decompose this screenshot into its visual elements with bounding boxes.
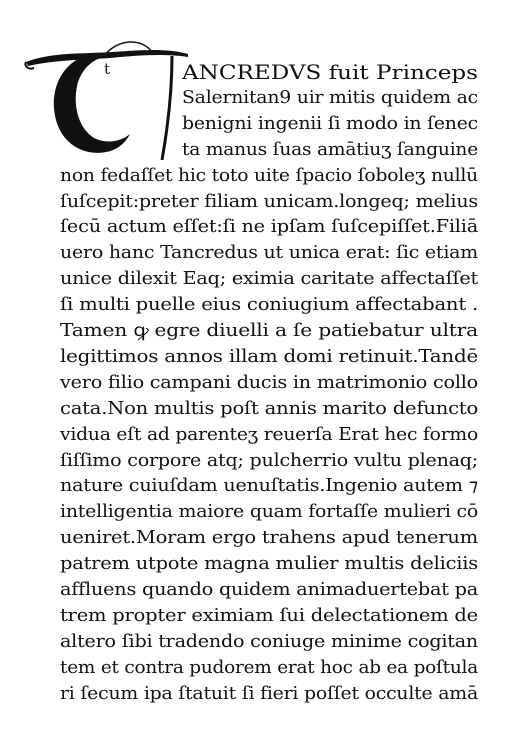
text-line: Salernitan9 uir mitis quidem ac — [182, 87, 478, 108]
text-line: ANCREDVS fuit Princeps — [182, 60, 478, 84]
text-line: vero filio campani ducis in matrimonio collo — [60, 372, 478, 393]
text-line: ſi multi puelle eius coniugium affectabant . — [60, 295, 479, 316]
text-line: cata.Non multis poſt annis marito defuncto — [60, 398, 478, 419]
text-line: altero ſibi tradendo coniuge minime cogitan — [60, 631, 478, 652]
text-line: Tamen ꝙ egre diuelli a ſe patiebatur ultra — [60, 321, 478, 341]
text-line: ueniret.Moram ergo trahens apud tenerum — [60, 528, 479, 549]
text-line: ſuſcepit:preter filiam unicam.longeq; melius — [60, 191, 478, 212]
text-line: legittimos annos illam domi retinuit.Tandē — [60, 346, 478, 367]
text-line: vidua eſt ad parenteʒ reuerſa Erat hec formo — [60, 424, 478, 445]
guide-letter: t — [104, 60, 111, 78]
text-line: tem et contra pudorem erat hoc ab ea poſtula — [60, 657, 478, 678]
text-line: non fedaſſet hic toto uite ſpacio ſoboleʒ nullū — [60, 165, 478, 186]
text-line: unice dilexit Eaq; eximia caritate affectaſſet — [60, 269, 479, 290]
initial-letter-glyph — [22, 30, 192, 160]
text-line: ri ſecum ipa ſtatuit ſi fieri poſſet occulte amā — [60, 683, 478, 704]
text-line: ta manus ſuas amātiuʒ ſanguine — [182, 139, 478, 160]
text-line: uero hanc Tancredus ut unica erat: ſic etiam — [60, 243, 478, 264]
text-line: benigni ingenii ſi modo in ſenec — [182, 113, 478, 134]
text-line: ſecū actum eſſet:ſi ne ipſam ſuſcepiſſet.Filiā — [60, 217, 478, 238]
text-line: intelligentia maiore quam fortaſſe mulieri cō — [60, 502, 478, 523]
text-line: patrem utpote magna mulier multis deliciis — [60, 554, 479, 575]
text-line: nature cuiuſdam uenuſtatis.Ingenio autem ⁊ — [60, 476, 479, 497]
text-line: trem propter eximiam ſui delectationem de — [60, 605, 478, 626]
text-line: affluens quando quidem animaduertebat pa — [60, 580, 478, 600]
text-line: ſiſſimo corpore atq; pulcherrio vultu plenaq; — [60, 450, 479, 471]
decorated-initial-t — [22, 30, 192, 160]
